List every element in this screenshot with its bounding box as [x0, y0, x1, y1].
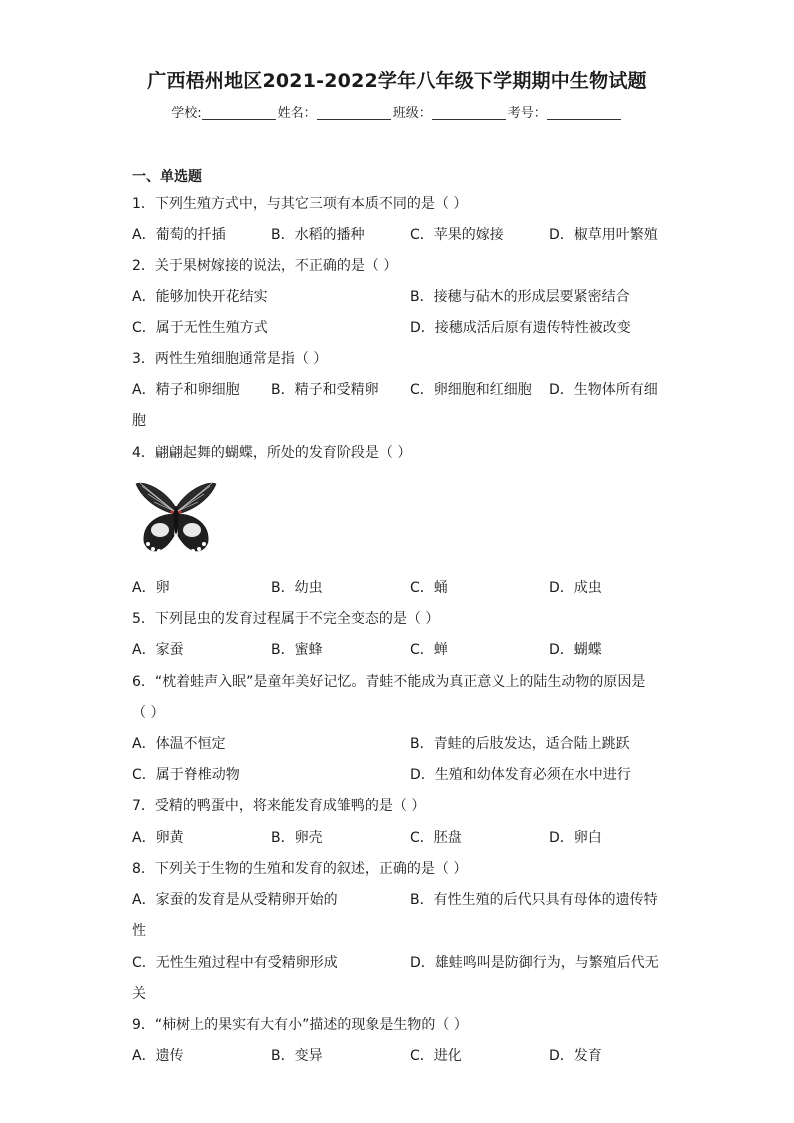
question-3-option-d[interactable]: D．生物体所有细 [549, 382, 658, 398]
question-8-option-a[interactable]: A．家蚕的发育是从受精卵开始的 [132, 892, 338, 908]
question-5-option-d[interactable]: D．蝴蝶 [549, 642, 602, 658]
question-8-stem: 8．下列关于生物的生殖和发育的叙述，正确的是（ ） [132, 861, 468, 877]
question-4-option-b[interactable]: B．幼虫 [271, 580, 323, 596]
question-3-option-a[interactable]: A．精子和卵细胞 [132, 382, 240, 398]
question-9-stem: 9．“柿树上的果实有大有小”描述的现象是生物的（ ） [132, 1017, 468, 1033]
question-1-option-c[interactable]: C．苹果的嫁接 [410, 227, 504, 243]
question-9-option-d[interactable]: D．发育 [549, 1048, 602, 1064]
question-8-option-b-wrap: 性 [132, 923, 146, 939]
question-1-option-a[interactable]: A．葡萄的扦插 [132, 227, 226, 243]
question-3-option-b[interactable]: B．精子和受精卵 [271, 382, 379, 398]
question-8-option-d[interactable]: D．雄蛙鸣叫是防御行为，与繁殖后代无 [410, 955, 659, 971]
section-title: 一、单选题 [132, 169, 202, 185]
question-2-option-a[interactable]: A．能够加快开花结实 [132, 289, 268, 305]
question-2-option-d[interactable]: D．接穗成活后原有遗传特性被改变 [410, 320, 631, 336]
question-7-option-d[interactable]: D．卵白 [549, 830, 602, 846]
question-8-option-d-wrap: 关 [132, 986, 146, 1002]
question-7-option-b[interactable]: B．卵壳 [271, 830, 323, 846]
question-8-option-b[interactable]: B．有性生殖的后代只具有母体的遗传特 [410, 892, 658, 908]
question-1-stem: 1．下列生殖方式中，与其它三项有本质不同的是（ ） [132, 196, 468, 212]
question-6-option-a[interactable]: A．体温不恒定 [132, 736, 226, 752]
question-8-option-c[interactable]: C．无性生殖过程中有受精卵形成 [132, 955, 338, 971]
student-info-line [0, 102, 794, 121]
question-9-option-a[interactable]: A．遗传 [132, 1048, 184, 1064]
question-2-stem: 2．关于果树嫁接的说法，不正确的是（ ） [132, 258, 398, 274]
question-1-option-b[interactable]: B．水稻的播种 [271, 227, 365, 243]
question-2-option-b[interactable]: B．接穗与砧木的形成层要紧密结合 [410, 289, 630, 305]
question-1-option-d[interactable]: D．椒草用叶繁殖 [549, 227, 658, 243]
question-5-option-b[interactable]: B．蜜蜂 [271, 642, 323, 658]
butterfly-image [134, 478, 218, 558]
question-9-option-b[interactable]: B．变异 [271, 1048, 323, 1064]
question-4-option-c[interactable]: C．蛹 [410, 580, 448, 596]
school-blank[interactable] [202, 105, 276, 120]
school-label: 学校: [171, 106, 202, 121]
exam-title: 广西梧州地区2021-2022学年八年级下学期期中生物试题 [147, 70, 647, 92]
question-7-option-a[interactable]: A．卵黄 [132, 830, 184, 846]
question-7-stem: 7．受精的鸭蛋中，将来能发育成雏鸭的是（ ） [132, 798, 426, 814]
question-4-option-d[interactable]: D．成虫 [549, 580, 602, 596]
question-5-option-c[interactable]: C．蝉 [410, 642, 448, 658]
question-6-option-d[interactable]: D．生殖和幼体发育必须在水中进行 [410, 767, 631, 783]
question-3-option-d-wrap: 胞 [132, 413, 146, 429]
question-9-option-c[interactable]: C．进化 [410, 1048, 462, 1064]
name-label: 姓名： [277, 106, 317, 121]
question-6-option-b[interactable]: B．青蛙的后肢发达，适合陆上跳跃 [410, 736, 630, 752]
question-2-option-c[interactable]: C．属于无性生殖方式 [132, 320, 268, 336]
question-4-option-a[interactable]: A．卵 [132, 580, 170, 596]
class-blank[interactable] [432, 105, 506, 120]
question-5-stem: 5．下列昆虫的发育过程属于不完全变态的是（ ） [132, 611, 440, 627]
question-7-option-c[interactable]: C．胚盘 [410, 830, 462, 846]
question-6-stem-brackets: （ ） [132, 705, 165, 721]
name-blank[interactable] [317, 105, 391, 120]
question-5-option-a[interactable]: A．家蚕 [132, 642, 184, 658]
number-blank[interactable] [547, 105, 621, 120]
number-label: 考号： [507, 106, 547, 121]
question-6-stem: 6．“枕着蛙声入眠”是童年美好记忆。青蛙不能成为真正意义上的陆生动物的原因是 [132, 674, 646, 690]
class-label: 班级： [392, 106, 432, 121]
question-3-stem: 3．两性生殖细胞通常是指（ ） [132, 351, 328, 367]
question-6-option-c[interactable]: C．属于脊椎动物 [132, 767, 240, 783]
question-4-stem: 4．翩翩起舞的蝴蝶，所处的发育阶段是（ ） [132, 445, 412, 461]
question-3-option-c[interactable]: C．卵细胞和红细胞 [410, 382, 532, 398]
